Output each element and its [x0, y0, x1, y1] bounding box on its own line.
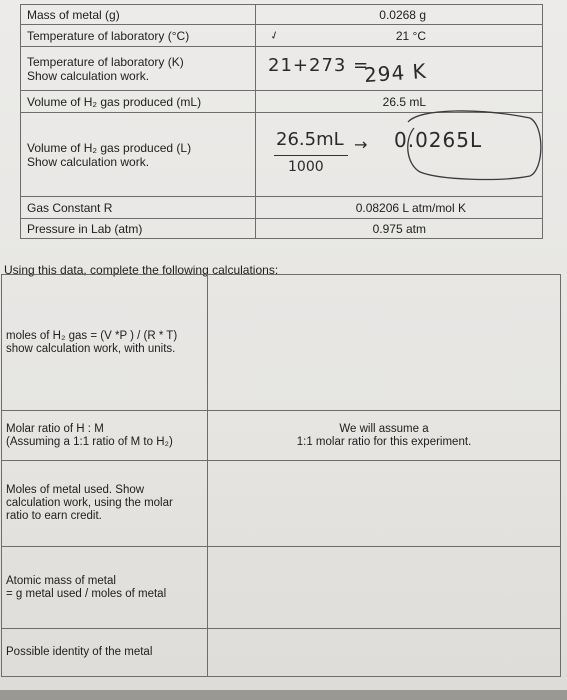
checkmark-icon: ✓: [268, 27, 282, 44]
row-moles-metal: [2, 461, 561, 547]
handwritten-kelvin-result: 294 K: [363, 58, 428, 88]
calculations-table: [1, 274, 561, 677]
label-volume-l: [21, 113, 256, 197]
label-gas-constant: Gas Constant R: [21, 197, 256, 219]
row-moles-h2: [2, 275, 561, 411]
instructions-text: Using this data, complete the following calculations:: [4, 263, 279, 277]
answer-atomic-mass[interactable]: [208, 547, 561, 629]
volume-l-instruction: Show calculation work.: [27, 154, 150, 169]
handwritten-liters-result: 0.0265L: [394, 128, 483, 152]
temperature-k-instruction: Show calculation work.: [27, 68, 150, 83]
temperature-c-value-text: 21 °C: [395, 28, 426, 43]
handwritten-numerator: 26.5mL: [276, 129, 344, 150]
atomic-mass-formula: = g metal used / moles of metal: [6, 587, 167, 600]
moles-metal-line3: ratio to earn credit.: [6, 510, 102, 522]
gas-constant-value-text: 0.08206 L atm/mol K: [355, 200, 466, 215]
row-pressure: [21, 219, 543, 239]
molar-ratio-note-line1: We will assume a: [339, 422, 429, 435]
handwritten-denominator: 1000: [288, 159, 324, 175]
row-temperature-k: [21, 47, 543, 91]
answer-molar-ratio: [208, 411, 561, 461]
temperature-k-label: Temperature of laboratory (K): [27, 54, 184, 69]
arrow-icon: →: [354, 135, 368, 154]
value-temperature-k: [256, 47, 543, 91]
moles-metal-line1: Moles of metal used. Show: [6, 484, 145, 496]
lab-data-table: [20, 4, 543, 239]
moles-h2-formula: moles of H₂ gas = (V *P ) / (R * T): [6, 329, 178, 342]
row-mass-of-metal: [21, 5, 543, 25]
row-atomic-mass: [2, 547, 561, 629]
label-molar-ratio: [2, 411, 208, 461]
label-moles-h2: [2, 275, 208, 411]
label-volume-ml: Volume of H₂ gas produced (mL): [21, 91, 256, 113]
label-temperature-c: Temperature of laboratory (°C): [21, 25, 256, 47]
mass-value-text: 0.0268 g: [379, 7, 426, 22]
value-volume-ml: [256, 91, 543, 113]
label-pressure: Pressure in Lab (atm): [21, 219, 256, 239]
row-identity: [2, 629, 561, 677]
moles-h2-instruction: show calculation work, with units.: [6, 342, 176, 355]
value-gas-constant: [256, 197, 543, 219]
row-temperature-c: [21, 25, 543, 47]
row-volume-l: [21, 113, 543, 197]
handwritten-fraction-bar: [274, 155, 348, 156]
answer-identity[interactable]: [208, 629, 561, 677]
label-mass-of-metal: Mass of metal (g): [21, 5, 256, 25]
molar-ratio-note-line2: 1:1 molar ratio for this experiment.: [296, 435, 472, 448]
handwritten-kelvin-calc: 21+273 =: [268, 55, 370, 76]
value-pressure: [256, 219, 543, 239]
molar-ratio-assumption: (Assuming a 1:1 ratio of M to H₂): [6, 435, 173, 448]
molar-ratio-label: Molar ratio of H : M: [6, 422, 104, 435]
pressure-value-text: 0.975 atm: [372, 221, 426, 236]
value-volume-l: [256, 113, 543, 197]
label-temperature-k: [21, 47, 256, 91]
label-moles-metal: [2, 461, 208, 547]
answer-moles-metal[interactable]: [208, 461, 561, 547]
volume-l-label: Volume of H₂ gas produced (L): [27, 140, 192, 155]
page-bottom-edge: [0, 690, 567, 700]
volume-ml-value-text: 26.5 mL: [382, 94, 426, 109]
value-temperature-c: [256, 25, 543, 47]
answer-moles-h2[interactable]: [208, 275, 561, 411]
row-volume-ml: [21, 91, 543, 113]
row-molar-ratio: [2, 411, 561, 461]
moles-metal-line2: calculation work, using the molar: [6, 497, 173, 509]
label-identity: Possible identity of the metal: [2, 629, 208, 677]
value-mass-of-metal: [256, 5, 543, 25]
atomic-mass-label: Atomic mass of metal: [6, 574, 116, 587]
label-atomic-mass: [2, 547, 208, 629]
row-gas-constant: [21, 197, 543, 219]
